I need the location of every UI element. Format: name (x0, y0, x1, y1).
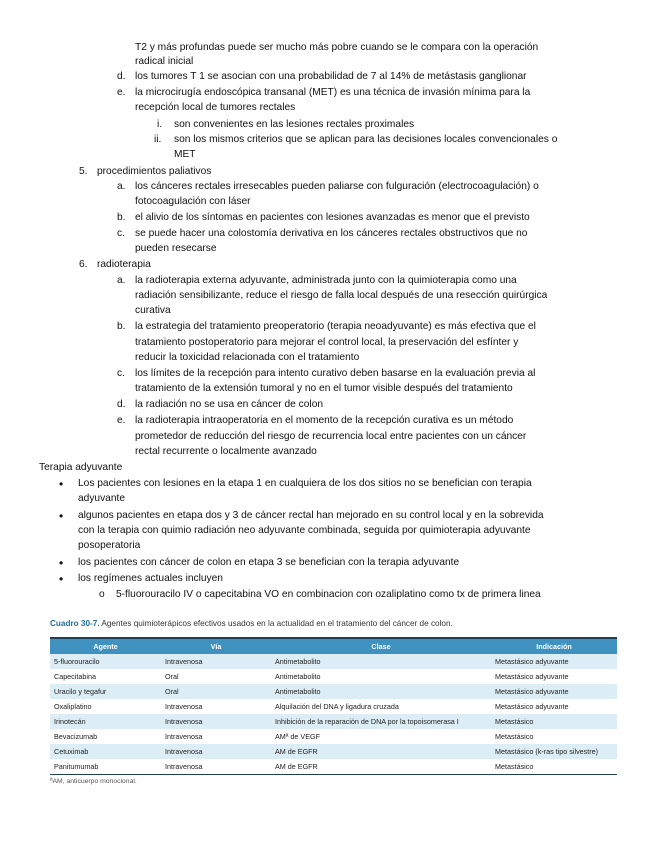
table-cell: 5-fluorouracilo (50, 654, 161, 669)
header-agente: Agente (50, 638, 161, 654)
list-item: la radioterapia externa adyuvante, administrada junto con la quimioterapia como una (135, 275, 517, 286)
text-line: recepción local de tumores rectales (135, 102, 296, 113)
list-marker: c. (117, 228, 125, 239)
table-cell: Oral (161, 669, 271, 684)
list-item: el alivio de los síntomas en pacientes con lesiones avanzadas es menor que el previsto (135, 212, 530, 223)
text-line: rectal recurrente o localmente avanzado (135, 446, 317, 457)
table-cell: Cetuximab (50, 744, 161, 759)
text-line: T2 y más profundas puede ser mucho más pobre cuando se le compara con la operación (135, 42, 539, 53)
table-cell: Intravenosa (161, 759, 271, 775)
list-marker: a. (117, 275, 126, 286)
text-line: adyuvante (78, 493, 126, 504)
list-item: son los mismos criterios que se aplican para las decisiones locales convencionales o (174, 134, 558, 145)
list-item: procedimientos paliativos (97, 166, 212, 177)
table-cell: Inhibición de la reparación de DNA por la topoisomerasa I (271, 714, 491, 729)
caption-text: Agentes quimioterápicos efectivos usados en la actualidad en el tratamiento del cáncer de colon. (101, 619, 453, 628)
table-row (50, 699, 617, 714)
list-marker: 6. (79, 259, 88, 270)
list-marker: o (99, 589, 105, 600)
bullet-item: los regímenes actuales incluyen (78, 573, 223, 584)
table-cell: Metastásico adyuvante (491, 684, 617, 699)
table-caption (50, 619, 453, 628)
text-line: posoperatoria (78, 540, 141, 551)
table-cell: Bevacizumab (50, 729, 161, 744)
list-marker: b. (117, 212, 126, 223)
text-line: MET (174, 149, 196, 160)
caption-label: Cuadro 30-7. (50, 619, 100, 628)
list-marker: i. (157, 119, 163, 130)
chemotherapy-table (50, 637, 617, 775)
table-cell: Oxaliplatino (50, 699, 161, 714)
header-via: Vía (161, 638, 271, 654)
bullet-marker: • (59, 477, 64, 491)
list-item: radioterapia (97, 259, 151, 270)
bullet-marker: • (59, 556, 64, 570)
list-marker: c. (117, 368, 125, 379)
bullet-item: los pacientes con cáncer de colon en etapa 3 se benefician con la terapia adyuvante (78, 557, 460, 568)
text-line: reducir la toxicidad relacionada con el tratamiento (135, 352, 360, 363)
table-cell: Uracilo y tegafur (50, 684, 161, 699)
list-marker: d. (117, 399, 126, 410)
table-cell: Metastásico adyuvante (491, 669, 617, 684)
list-marker: ii. (154, 134, 162, 145)
list-item: 5-fluorouracilo IV o capecitabina VO en combinacion con ozaliplatino como tx de primera linea (116, 589, 541, 600)
list-item: los límites de la recepción para intento curativo deben basarse en la evaluación previa al (135, 368, 536, 379)
text-line: tratamiento postoperatorio para mejorar el control local, la preservación del esfínter y (135, 337, 519, 348)
text-line: curativa (135, 305, 171, 316)
list-item: los tumores T 1 se asocian con una probabilidad de 7 al 14% de metástasis ganglionar (135, 71, 527, 82)
list-marker: 5. (79, 166, 88, 177)
table-row (50, 669, 617, 684)
table-row (50, 729, 617, 744)
text-line: radiación sensibilizante, reduce el riesgo de falla local después de una resección quirúrgica (135, 290, 548, 301)
header-clase: Clase (271, 638, 491, 654)
text-line: con la terapia con quimio radiación neo adyuvante combinada, seguida por quimioterapia adyuvante (78, 525, 531, 536)
bullet-marker: • (59, 572, 64, 586)
table-row (50, 714, 617, 729)
table-cell: Intravenosa (161, 729, 271, 744)
table-cell: Metastásico (491, 759, 617, 775)
list-marker: a. (117, 181, 126, 192)
table-row (50, 654, 617, 669)
table-cell: Irinotecán (50, 714, 161, 729)
list-item: la radioterapia intraoperatoria en el momento de la recepción curativa es un método (135, 415, 514, 426)
table-cell: AM de EGFR (271, 759, 491, 775)
table-cell: Metastásico (491, 729, 617, 744)
list-item: la microcirugía endoscópica transanal (MET) es una técnica de invasión mínima para la (135, 87, 531, 98)
bullet-item: algunos pacientes en etapa dos y 3 de cáncer rectal han mejorado en su control local y en la sobrevida (78, 510, 544, 521)
list-item: la estrategia del tratamiento preoperatorio (terapia neoadyuvante) es más efectiva que el (135, 321, 536, 332)
table-cell: Metastásico adyuvante (491, 699, 617, 714)
table-footnote: ªAM, anticuerpo monoclonal. (50, 778, 137, 785)
text-line: pueden resecarse (135, 243, 217, 254)
table-cell: Metastásico (491, 714, 617, 729)
list-item: son convenientes en las lesiones rectales proximales (174, 119, 415, 130)
text-line: prometedor de reducción del riesgo de recurrencia local entre pacientes con un cáncer (135, 431, 527, 442)
table-header-row (50, 638, 617, 654)
list-item: los cánceres rectales irresecables pueden paliarse con fulguración (electrocoagulación) o (135, 181, 539, 192)
table-cell: Antimetabolito (271, 669, 491, 684)
table-cell: Metastásico (k-ras tipo silvestre) (491, 744, 617, 759)
table-cell: Capecitabina (50, 669, 161, 684)
text-line: radical inicial (135, 56, 194, 67)
section-heading: Terapia adyuvante (39, 462, 123, 473)
list-item: se puede hacer una colostomía derivativa en los cánceres rectales obstructivos que no (135, 228, 528, 239)
table-cell: Antimetabolito (271, 684, 491, 699)
header-indicacion: Indicación (491, 638, 617, 654)
list-marker: d. (117, 71, 126, 82)
table-cell: Intravenosa (161, 714, 271, 729)
table-cell: Intravenosa (161, 699, 271, 714)
table-row (50, 684, 617, 699)
table-cell: Metastásico adyuvante (491, 654, 617, 669)
list-marker: e. (117, 415, 126, 426)
table-cell: AM de EGFR (271, 744, 491, 759)
list-marker: e. (117, 87, 126, 98)
list-item: la radiación no se usa en cáncer de colon (135, 399, 324, 410)
table-row (50, 759, 617, 775)
bullet-item: Los pacientes con lesiones en la etapa 1 en cualquiera de los dos sitios no se benefician con terapia (78, 478, 532, 489)
table-cell: Antimetabolito (271, 654, 491, 669)
table-cell: Intravenosa (161, 654, 271, 669)
table-cell: Panitumumab (50, 759, 161, 775)
text-line: tratamiento de la extensión tumoral y no en el tumor visible después del tratamiento (135, 383, 513, 394)
text-line: fotocoagulación con láser (135, 196, 251, 207)
table-cell: AMª de VEGF (271, 729, 491, 744)
table-row (50, 744, 617, 759)
table-cell: Oral (161, 684, 271, 699)
list-marker: b. (117, 321, 126, 332)
bullet-marker: • (59, 509, 64, 523)
table-cell: Intravenosa (161, 744, 271, 759)
table-cell: Alquilación del DNA y ligadura cruzada (271, 699, 491, 714)
